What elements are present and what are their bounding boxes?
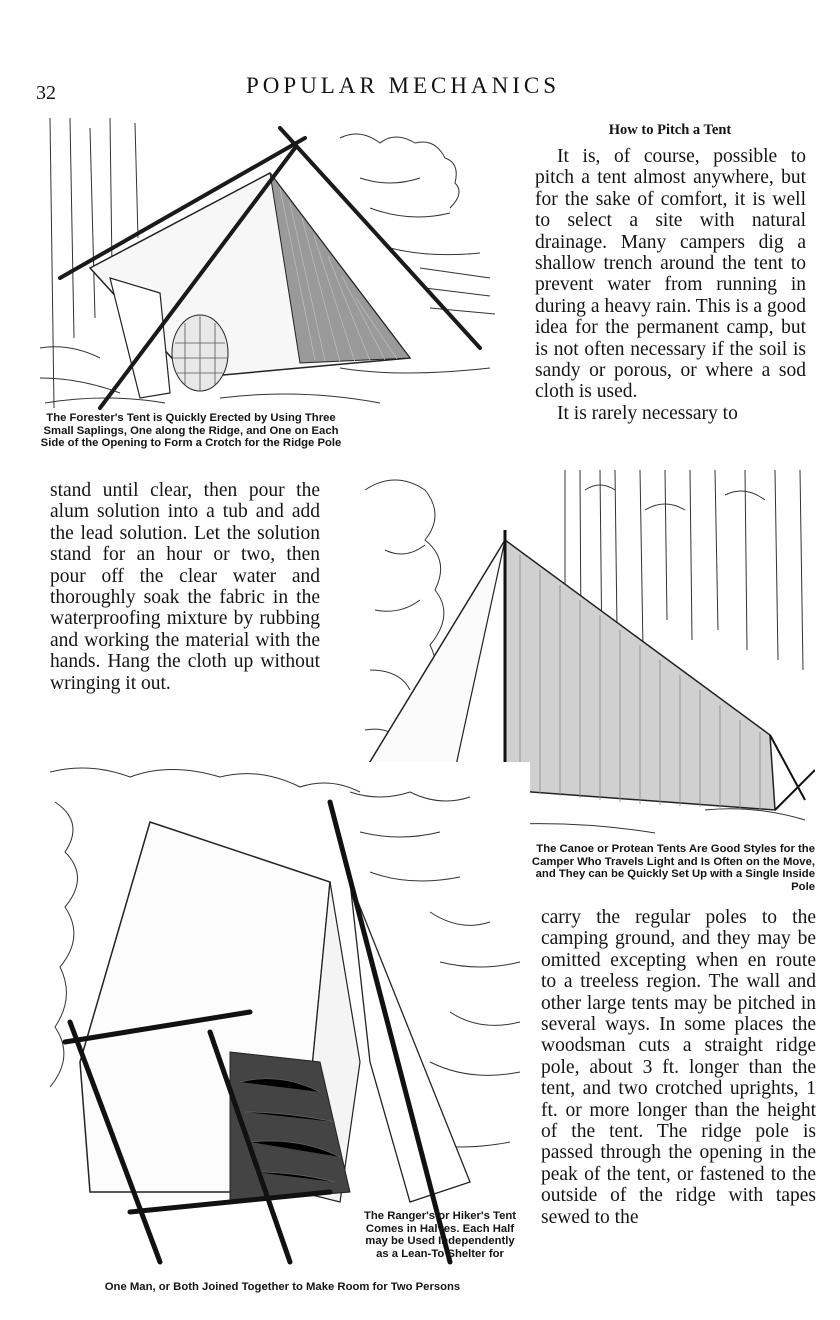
figure-3-caption-part-2: One Man, or Both Joined Together to Make Room for Two Persons [104,1281,461,1293]
page-number: 32 [36,82,56,104]
running-head: POPULAR MECHANICS [246,73,561,98]
text-column-left-mid [50,480,320,694]
paragraph: carry the regular poles to the camping ground, and they may be omitted excepting when en route to a treeless region. The wall and other large tents may be pitched in several ways. In some places the woodsman cuts a straight ridge pole, about 3 ft. longer than the tent, and two crotched uprights, 1 ft. or more longer than the height of the tent. The ridge pole is passed through the opening in the peak of the tent, or fastened to the outside of the ridge with tapes sewed to the [541,907,816,1228]
figure-2-caption: The Canoe or Protean Tents Are Good Styles for the Camper Who Travels Light and Is Often on the Move, and They can be Quickly Set Up with a Single Inside Pole [531,843,815,893]
paragraph: It is, of course, possible to pitch a tent almost anywhere, but for the sake of comfort, it is well to select a site with natural drainage. Many campers dig a shallow trench around the tent to prevent water from running in during a heavy rain. This is a good idea for the permanent camp, but is not often necessary if the soil is sandy or porous, or where a sod cloth is used. [535,146,806,403]
section-subhead: How to Pitch a Tent [608,122,732,138]
paragraph: It is rarely necessary to [557,402,738,424]
text-column-right-bottom [541,907,816,1228]
text-column-right-top [535,146,806,424]
ranger-tent-illustration [50,762,530,1282]
figure-1-caption: The Forester's Tent is Quickly Erected by Using Three Small Saplings, One along the Ridge, and One on Each Side of the Opening to Form a Crotch for the Ridge Pole [40,412,342,450]
figure-3-caption-part-1: The Ranger's or Hiker's Tent Comes in Halves. Each Half may be Used Independently as a Lean-To Shelter for [363,1210,517,1260]
paragraph: stand until clear, then pour the alum solution into a tub and add the lead solution. Let the solution stand for an hour or two, then pour off the clear water and thoroughly soak the fabric in the waterproofing mixture by rubbing and working the material with the hands. Hang the cloth up without wringing it out. [50,480,320,694]
forester-tent-illustration [40,118,500,410]
